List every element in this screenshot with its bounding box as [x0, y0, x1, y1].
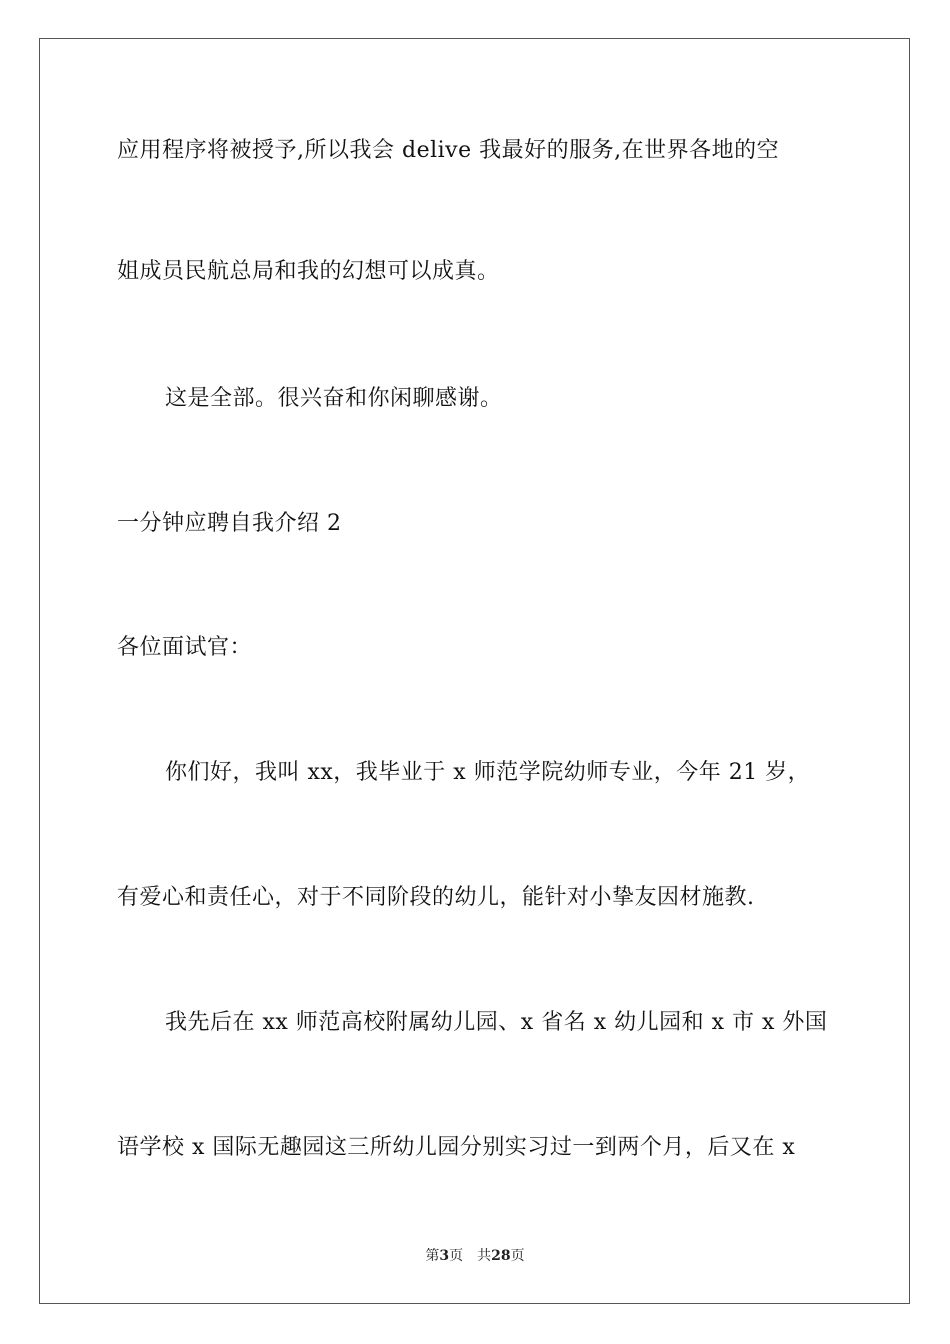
body-text-line: 你们好，我叫 xx，我毕业于 x 师范学院幼师专业，今年 21 岁， [165, 760, 811, 785]
total-suffix: 页 [510, 1248, 525, 1264]
page-footer [0, 1247, 950, 1265]
page-border [39, 38, 910, 1304]
body-text-line: 有爱心和责任心，对于不同阶段的幼儿，能针对小挚友因材施教. [117, 885, 755, 910]
total-prefix: 共 [477, 1248, 492, 1264]
body-text-line: 语学校 x 国际无趣园这三所幼儿园分别实习过一到两个月，后又在 x [117, 1135, 796, 1160]
body-text-line: 这是全部。很兴奋和你闲聊感谢。 [165, 386, 503, 411]
page-prefix: 第 [425, 1248, 440, 1264]
total-pages: 28 [491, 1248, 511, 1264]
body-text-line: 应用程序将被授予,所以我会 delive 我最好的服务,在世界各地的空 [117, 138, 780, 163]
body-text-line: 姐成员民航总局和我的幻想可以成真。 [117, 259, 500, 284]
section-heading: 一分钟应聘自我介绍 2 [117, 511, 342, 536]
body-text-line: 我先后在 xx 师范高校附属幼儿园、x 省名 x 幼儿园和 x 市 x 外国 [165, 1010, 828, 1035]
page-suffix: 页 [449, 1248, 464, 1264]
salutation: 各位面试官： [117, 635, 253, 660]
page-number: 3 [439, 1248, 450, 1264]
